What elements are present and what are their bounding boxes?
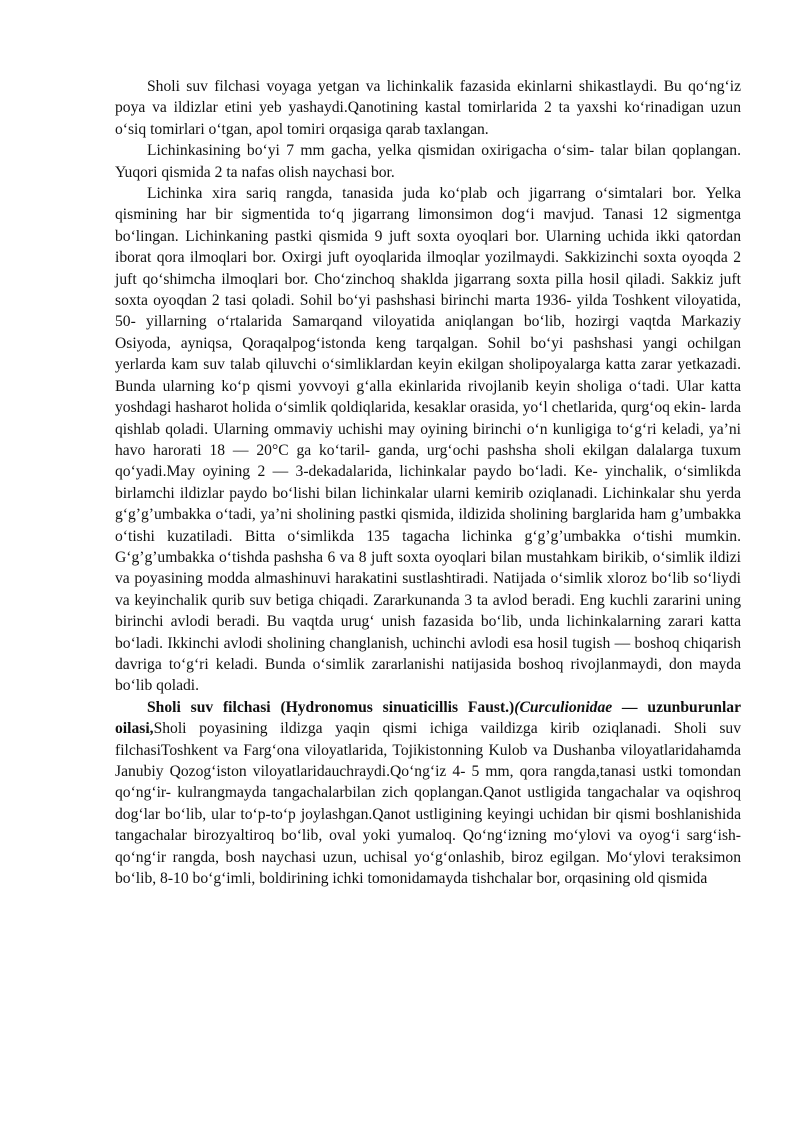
family-name: (Curculionidae — (514, 698, 638, 716)
paragraph-larva-description: Lichinka xira sariq rangda, tanasida juda ko‘plab och jigarrang o‘simtalari bor. Yelka qismining har bir sigmentida to‘q jigarrang limonsimon dog‘i mavjud. Tanasi 12 sigmentga bo‘lingan. Lichinkaning pastki qismida 9 juft soxta oyoqlari bor. Ularning uchida ikki qatordan iborat qora ilmoqlari bor. Oxirgi juft oyoqlarida ilmoqlar yozilmaydi. Sakkizinchi soxta oyoqda 2 juft qo‘shimcha ilmoqlari bor. Cho‘zinchoq shaklda jigarrang soxta pilla hosil qiladi. Sakkiz juft soxta oyoqdan 2 tasi qoladi. Sohil bo‘yi pashshasi birinchi marta 1936- yilda Toshkent viloyatida, 50- yillarning o‘rtalarida Samarqand viloyatida aniqlangan bo‘lib, hozirgi vaqtda Markaziy Osiyoda, ayniqsa, Qoraqalpog‘istonda keng tarqalgan. Sohil bo‘yi pashshasi yangi ochilgan yerlarda kam suv talab qiluvchi o‘simliklardan keyin ekilgan sholipoyalarga katta zarar yetkazadi. Bunda ularning ko‘p qismi yovvoyi g‘alla ekinlarida rivojlanib keyin sholiga o‘tadi. Ular katta yoshdagi hasharot holida o‘simlik qoldiqlarida, kesaklar orasida, yo‘l chetlarida, qurg‘oq ekin- larda qishlab qoladi. Ularning ommaviy uchishi may oyining birinchi o‘n kunligiga to‘g‘ri keladi, ya’ni havo harorati 18 — 20°C ga ko‘taril- ganda, urg‘ochi pashsha sholi ekilgan dalalarga tuxum qo‘yadi.May oyining 2 — 3-dekadalarida, lichinkalar paydo bo‘ladi. Ke- yinchalik, o‘simlikda birlamchi ildizlar paydo bo‘lishi bilan lichinkalar ularni kemirib oziqlanadi. Lichinkalar shu yerda g‘g’g’umbakka o‘tadi, ya’ni sholining pastki qismida, ildizida sholining barglarida ham g’umbakka o‘tishi kuzatiladi. Bitta o‘simlikda 135 tagacha lichinka g‘g’g’umbakka o‘tishi mumkin. G‘g’g’umbakka o‘tishda pashsha 6 va 8 juft soxta oyoqlari bilan mustahkam birikib, o‘simlik ildizi va poyasining modda almashinuvi harakatini sustlashtiradi. Natijada o‘simlik xloroz bo‘lib so‘liydi va keyinchalik qurib suv betiga chiqadi. Zararkunanda 3 ta avlod beradi. Eng kuchli zararini uning birinchi avlodi beradi. Bu vaqtda urug‘ unish fazasida bo‘lib, unda lichinkalarning zarari katta bo‘ladi. Ikkinchi avlodi sholining changlanish, uchinchi avlodi esa hosil tugish — boshoq chiqarish davriga to‘g‘ri keladi. Bunda o‘simlik zararlanishi natijasida boshoq rivojlanmaydi, don mayda bo‘lib qoladi. (115, 185, 741, 695)
species-heading: Sholi suv filchasi (Hydronomus sinuaticillis Faust.) (147, 698, 515, 716)
weevil-body-text: Sholi poyasining ildizga yaqin qismi ichiga vaildizga kirib oziqlanadi. Sholi suv filchasiToshkent va Farg‘ona viloyatlarida, Tojikistonning Kulob va Dushanba viloyatlaridahamda Janubiy Qozog‘iston viloyatlaridauchraydi.Qo‘ng‘iz 4- 5 mm, qora rangda,tanasi ustki tomondan qo‘ng‘ir- kulrangmayda tangachalarbilan zich qoplangan.Qanot ustligida tangachalar va oqishroq dog‘lar bo‘lib, ular to‘p-to‘p joylashgan.Qanot ustligining keyingi uchidan bir qismi boshlanishida tangachalar birozyaltiroq bo‘lib, oval yoki yumaloq. Qo‘ng‘izning mo‘ylovi va oyog‘i sarg‘ish-qo‘ng‘ir rangda, bosh naychasi uzun, uchisal yo‘g‘onlashib, biroz egilgan. Mo‘ylovi teraksimon bo‘lib, 8-10 bo‘g‘imli, boldirining ichki tomonidamayda tishchalar bor, orqasining old qismida (115, 720, 741, 888)
paragraph-larva-size: Lichinkasining bo‘yi 7 mm gacha, yelka qismidan oxirigacha o‘sim- talar bilan qoplangan. Yuqori qismida 2 ta nafas olish naychasi bor. (115, 142, 741, 181)
paragraph-weevil-description (115, 697, 741, 890)
family-common-name: uzunburunlar oilasi, (115, 698, 742, 738)
paragraph-adult-damage: Sholi suv filchasi voyaga yetgan va lichinkalik fazasida ekinlarni shikastlaydi. Bu qo‘ng‘iz poya va ildizlar etini yeb yashaydi.Qanotining kastal tomirlarida 2 ta yaxshi ko‘rinadigan uzun o‘siq tomirlari o‘tgan, apol tomiri orqasiga qarab taxlangan. (115, 78, 741, 138)
document-page (115, 76, 741, 889)
